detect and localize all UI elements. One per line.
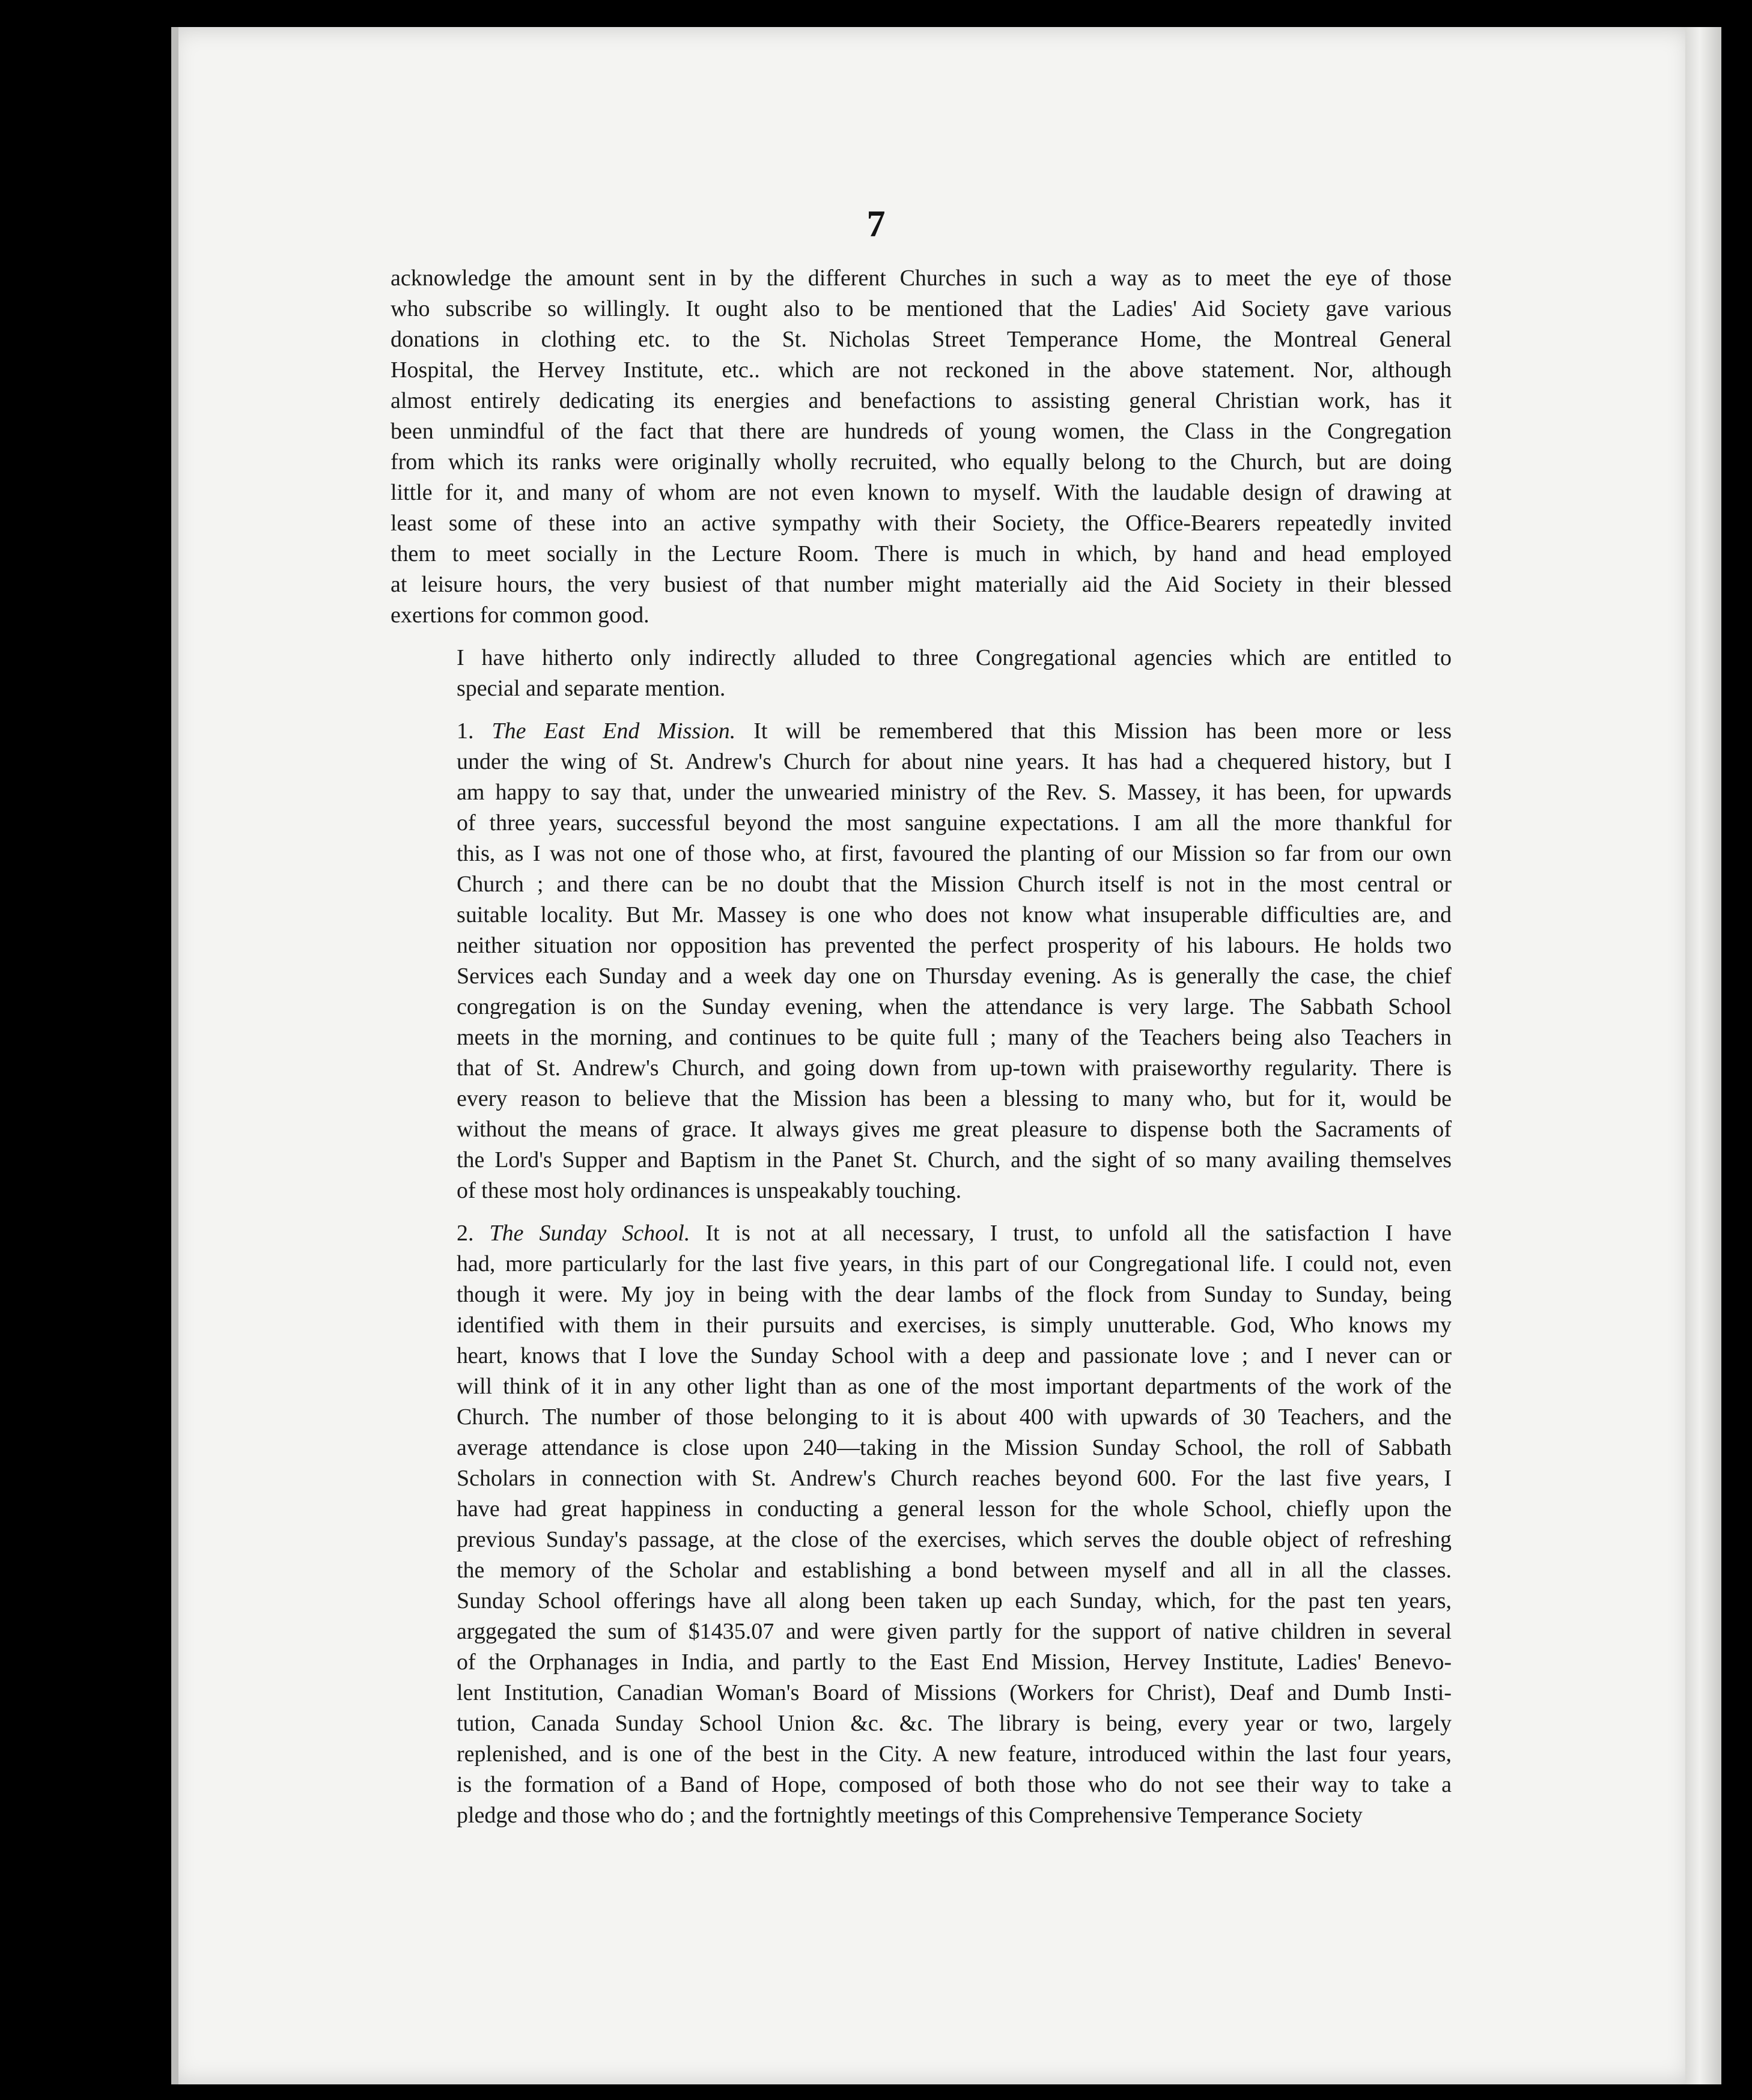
page-edge-right	[1685, 27, 1721, 2084]
text-line: heart, knows that I love the Sunday School with a deep and passionate love ; and I never can or	[457, 1343, 1452, 1368]
text-line: of these most holy ordinances is unspeakably touching.	[457, 1178, 962, 1203]
text-line: the Lord's Supper and Baptism in the Panet St. Church, and the sight of so many availing themselves	[457, 1147, 1452, 1173]
text-line: Sunday School offerings have all along been taken up each Sunday, which, for the past ten years,	[457, 1588, 1452, 1613]
section-title: The East End Mission.	[491, 718, 736, 744]
text-line: meets in the morning, and continues to be quite full ; many of the Teachers being also Teachers in	[457, 1025, 1452, 1050]
text-line: under the wing of St. Andrew's Church for about nine years. It has had a chequered history, but I	[457, 749, 1452, 774]
text-line: least some of these into an active sympathy with their Society, the Office-Bearers repeatedly invited	[391, 511, 1452, 536]
text-line: will think of it in any other light than as one of the most important departments of the work of the	[457, 1374, 1452, 1399]
text-line: Scholars in connection with St. Andrew's Church reaches beyond 600. For the last five years, I	[457, 1466, 1452, 1491]
text-line: previous Sunday's passage, at the close of the exercises, which serves the double object of refreshing	[457, 1527, 1452, 1552]
text-line: Church ; and there can be no doubt that the Mission Church itself is not in the most central or	[457, 872, 1452, 897]
text-line: that of St. Andrew's Church, and going down from up-town with praiseworthy regularity. There is	[457, 1055, 1452, 1081]
text-line: am happy to say that, under the unwearied ministry of the Rev. S. Massey, it has been, for upwards	[457, 780, 1452, 805]
text-line: exertions for common good.	[391, 602, 649, 628]
text-line: Services each Sunday and a week day one on Thursday evening. As is generally the case, the chief	[457, 964, 1452, 989]
text-line: who subscribe so willingly. It ought also to be mentioned that the Ladies' Aid Society gave various	[391, 296, 1452, 321]
text-line: donations in clothing etc. to the St. Nicholas Street Temperance Home, the Montreal General	[391, 327, 1452, 352]
paragraph-agencies-intro	[391, 643, 1452, 704]
text-line: I have hitherto only indirectly alluded to three Congregational agencies which are entitled to	[457, 645, 1452, 670]
text-line: pledge and those who do ; and the fortnightly meetings of this Comprehensive Temperance Society	[457, 1803, 1363, 1828]
text-line: almost entirely dedicating its energies and benefactions to assisting general Christian work, has it	[391, 388, 1452, 413]
text-line: tution, Canada Sunday School Union &c. &c. The library is being, every year or two, largely	[457, 1711, 1452, 1736]
text-body	[391, 263, 1452, 1831]
text-line: without the means of grace. It always gives me great pleasure to dispense both the Sacraments of	[457, 1117, 1452, 1142]
text-line: the memory of the Scholar and establishing a bond between myself and all in all the classes.	[457, 1558, 1452, 1583]
text-line: Hospital, the Hervey Institute, etc.. which are not reckoned in the above statement. Nor, although	[391, 357, 1452, 383]
text-line: every reason to believe that the Mission has been a blessing to many who, but for it, would be	[457, 1086, 1452, 1111]
text-line: suitable locality. But Mr. Massey is one who does not know what insuperable difficulties are, and	[457, 902, 1452, 927]
text-line: had, more particularly for the last five years, in this part of our Congregational life. I could not, even	[457, 1251, 1452, 1276]
text-line: Church. The number of those belonging to it is about 400 with upwards of 30 Teachers, and the	[457, 1404, 1452, 1430]
text-line: neither situation nor opposition has prevented the perfect prosperity of his labours. He holds two	[457, 933, 1452, 958]
text-line: from which its ranks were originally wholly recruited, who equally belong to the Church, but are doing	[391, 449, 1452, 475]
text-line: replenished, and is one of the best in the City. A new feature, introduced within the last four years,	[457, 1741, 1452, 1767]
text-line: arggegated the sum of $1435.07 and were given partly for the support of native children in several	[457, 1619, 1452, 1644]
section-title: The Sunday School.	[489, 1221, 690, 1246]
text-line	[391, 1218, 1452, 1249]
paragraph-aid-society	[391, 263, 1452, 631]
page-edge-left	[171, 27, 178, 2084]
text-line: been unmindful of the fact that there are hundreds of young women, the Class in the Congregation	[391, 419, 1452, 444]
text-line: identified with them in their pursuits and exercises, is simply unutterable. God, Who knows my	[457, 1312, 1452, 1338]
section-number: 1.	[457, 718, 492, 744]
section-number: 2.	[457, 1221, 490, 1246]
text-line: is the formation of a Band of Hope, composed of both those who do not see their way to take a	[457, 1772, 1452, 1797]
text-line: this, as I was not one of those who, at first, favoured the planting of our Mission so far from our own	[457, 841, 1452, 866]
text-line: acknowledge the amount sent in by the different Churches in such a way as to meet the eye of those	[391, 266, 1452, 291]
text-line: at leisure hours, the very busiest of that number might materially aid the Aid Society in their blessed	[391, 572, 1452, 597]
text-line: them to meet socially in the Lecture Room. There is much in which, by hand and head employed	[391, 541, 1452, 566]
text-line: of the Orphanages in India, and partly to the East End Mission, Hervey Institute, Ladies' Benevo-	[457, 1649, 1452, 1675]
paragraph-sunday-school	[391, 1218, 1452, 1831]
section-text: It will be remembered that this Mission has been more or less	[735, 718, 1452, 744]
text-line: have had great happiness in conducting a general lesson for the whole School, chiefly upon the	[457, 1496, 1452, 1522]
text-line: average attendance is close upon 240—taking in the Mission Sunday School, the roll of Sabbath	[457, 1435, 1452, 1460]
paragraph-east-end-mission	[391, 716, 1452, 1206]
text-line: of three years, successful beyond the most sanguine expectations. I am all the more thankful for	[457, 810, 1452, 836]
text-line: though it were. My joy in being with the dear lambs of the flock from Sunday to Sunday, being	[457, 1282, 1452, 1307]
text-line: little for it, and many of whom are not even known to myself. With the laudable design of drawing at	[391, 480, 1452, 505]
page-number: 7	[866, 204, 886, 244]
section-text: It is not at all necessary, I trust, to unfold all the satisfaction I have	[690, 1221, 1452, 1246]
text-line	[391, 716, 1452, 747]
text-line: special and separate mention.	[457, 676, 726, 701]
text-line: congregation is on the Sunday evening, when the attendance is very large. The Sabbath School	[457, 994, 1452, 1019]
text-line: lent Institution, Canadian Woman's Board of Missions (Workers for Christ), Deaf and Dumb Insti-	[457, 1680, 1452, 1705]
